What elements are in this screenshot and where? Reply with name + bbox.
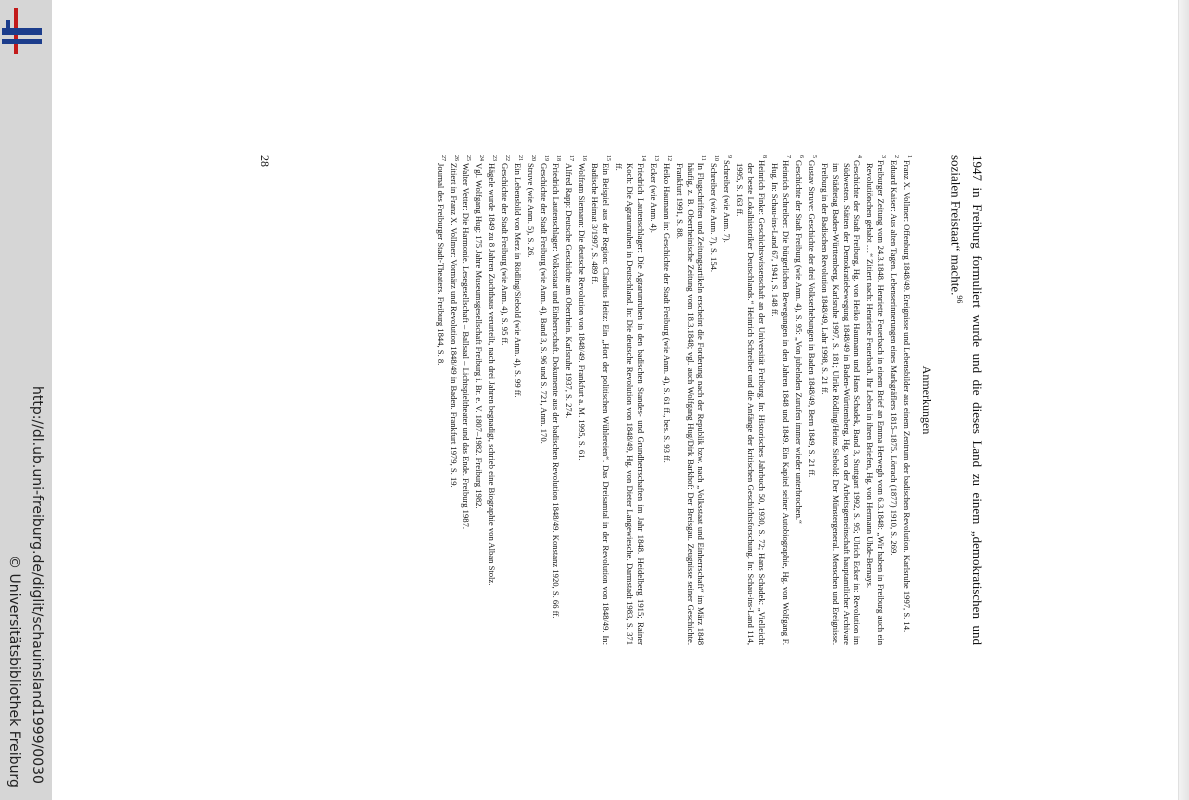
footnote-number: 27 xyxy=(439,155,446,161)
footnote-number: 24 xyxy=(478,155,485,161)
footnote xyxy=(512,155,525,645)
footnote-text: Friedrich Lautenschlager: Die Agrarunruhen in den badischen Standes- und Grundherrschaften im Jahr 1848. Heidelberg 1915; Rainer Koch: Die Agrarunruhen in Deutschland. In: Die deutsche Revolution von 1848/49, Hg. von Dieter Langewiesche. Darmstadt 1983, S. 371 ff. xyxy=(613,163,646,645)
footnote xyxy=(864,155,888,645)
footnote xyxy=(551,155,564,645)
footnote-text: Geschichte der Stadt Freiburg (wie Anm. 4), Band 3, S. 96 und S. 721, Anm. 170. xyxy=(538,163,549,444)
footnote-text: Friedrich Lautenschlager: Volksstaat und Einherrschaft. Dokumente aus der badischen Revolution 1848/49. Konstanz 1920, S. 66 ff. xyxy=(551,163,562,619)
footnote-text: In Flugschriften und Zeitungsartikeln erscheint die Forderung nach der Republik bzw. nach „Volksstaat und Einherrschaft“ im März 1848 häufig, z. B. Oberrheinische Zeitung vom 18.3.1848; vgl. auch Wolfgang Hug/Dirk Barkhof: Der Breisgau. Zeugnisse seiner Geschichte. Frankfurt 1991, S. 88. xyxy=(674,162,707,645)
footnote-number: 13 xyxy=(652,155,659,161)
footnote-text: Heinrich Finke: Geschichtswissenschaft an der Universität Freiburg. In: Historisches Jahrbuch 50, 1930, S. 72; Hans Schadek: „Vielleicht der beste Lokalhistoriker Deutschlands.“ Heinrich Schreiber und die Anfänge der kritischen Geschichtsforschung. In: Schau-ins-Land 114, 1995, S. 163 ff. xyxy=(735,160,768,645)
footnote-text: Ein Lebensbild von Merz in Rödling/Siebold (wie Anm. 4), S. 99 ff. xyxy=(512,163,523,398)
footnote xyxy=(708,155,721,645)
footnote xyxy=(435,155,448,645)
footnote-number: 4 xyxy=(856,155,863,158)
footnote xyxy=(613,155,648,645)
footnote-number: 14 xyxy=(639,155,646,161)
footnote xyxy=(563,155,576,645)
footnote-text: Vgl. Wolfgang Hug: 175 Jahre Museumsgesellschaft Freiburg i. Br. e. V. 1807–1982. Freiburg 1982. xyxy=(474,163,485,509)
footnote-number: 1 xyxy=(906,155,912,158)
footnote xyxy=(499,155,512,645)
footnote xyxy=(793,155,806,645)
page-number: 28 xyxy=(258,155,272,167)
footnote-number: 9 xyxy=(726,155,733,158)
footnote-number: 25 xyxy=(465,155,472,161)
footnote-number: 20 xyxy=(529,155,536,161)
footnote-text: Schreiber (wie Anm. 7), S. 154. xyxy=(709,163,720,273)
footnote-number: 8 xyxy=(760,155,767,158)
footnote xyxy=(538,155,551,645)
body-footnote-ref: 96 xyxy=(955,295,964,304)
footnote xyxy=(674,155,709,645)
footnote-text: Geschichte der Stadt Freiburg, Hg. von Heiko Haumann und Hans Schadek, Band 3, Stuttgart 1992, S. 95; Ulrich Ecker in: Revolution im Südwesten. Stätten der Demokratiebewegung 1848/49 in Baden-Württemberg, Hg. von der Arbeitsgemeinschaft hauptamtlicher Archivare im Städtetag Baden-Württemberg, Karlsruhe 1997, S. 181; Ulrike Rödling/Heinz Siebold: Der Münstergeneral. Menschen und Ereignisse. Freiburg in der Badischen Revolution 1848/49, Lahr 1998, S. 21 ff. xyxy=(819,160,863,645)
footnote xyxy=(734,155,769,645)
footnotes-list xyxy=(435,155,914,645)
footnote xyxy=(819,155,865,645)
footnote-text: Heiko Haumann in: Geschichte der Stadt Freiburg (wie Anm. 4), S. 61 ff., bes. S. 93 ff. xyxy=(661,163,672,463)
footnote-text: Geschichte der Stadt Freiburg (wie Anm. 4), S. 95 ff. xyxy=(500,163,511,346)
footnote xyxy=(661,155,674,645)
notes-heading: Anmerkungen xyxy=(920,365,934,435)
footnote-number: 15 xyxy=(604,155,611,161)
footnote xyxy=(525,155,538,645)
footnote-number: 17 xyxy=(568,155,575,161)
footnote-number: 7 xyxy=(784,155,791,158)
footnote-text: Walter Vetter: Die Harmonie. Lesegesellschaft – Ballsaal – Lichtspieltheater und das Ende. Freiburg 1987. xyxy=(461,163,472,530)
document-page xyxy=(242,155,992,645)
footnote xyxy=(806,155,819,645)
footnote-text: Eduard Kaiser: Aus alten Tagen. Lebenserinnerungen eines Markgräflers 1815–1875. Lörrach (1877) 1910, S. 269. xyxy=(889,160,900,556)
footnote-number: 19 xyxy=(542,155,549,161)
footnote-text: Geschichte der Stadt Freiburg (wie Anm. 4), S. 95: „Von jubelnden Zurufen immer wieder unterbrochen.“ xyxy=(793,160,804,524)
footnote-text: Franz X. Vollmer: Offenburg 1848/49. Ereignisse und Lebensbilder aus einem Zentrum der badischen Revolution. Karlsruhe 1997, S. 14. xyxy=(902,160,913,633)
footnote-number: 23 xyxy=(491,155,498,161)
footnote xyxy=(648,155,661,645)
footnote-number: 21 xyxy=(516,155,523,161)
footnote-number: 16 xyxy=(581,155,588,161)
footnote xyxy=(461,155,474,645)
footnote-text: Hägele wurde 1849 zu 8 Jahren Zuchthaus verurteilt, nach drei Jahren begnadigt, schrieb eine Biographie von Alban Stolz. xyxy=(487,163,498,586)
footnote-number: 3 xyxy=(880,155,887,158)
footnote-number: 2 xyxy=(893,155,900,158)
footnote-text: Schreiber (wie Anm. 7). xyxy=(722,160,733,243)
watermark xyxy=(0,0,52,800)
footnote-text: Struve (wie Anm. 5), S. 26. xyxy=(525,163,536,258)
footnote xyxy=(589,155,613,645)
footnote-text: Wolfram Siemann: Die deutsche Revolution von 1848/49. Frankfurt a. M. 1995, S. 61. xyxy=(577,163,588,461)
footnote-text: Zitiert in Franz X. Vollmer: Vormärz und Revolution 1848/49 in Baden. Frankfurt 1979, S. 19. xyxy=(448,163,459,488)
watermark-copyright: © Universitätsbibliothek Freiburg xyxy=(6,555,22,788)
footnote xyxy=(576,155,589,645)
footnote-number: 5 xyxy=(810,155,817,158)
footnote-text: Ein Beispiel aus der Region: Claudius Heitz: Ein „Hort der politischen Wühlereien“. Das Dreisamtal in der Revolution von 1848/49. In: Badische Heimat 3/1997, S. 489 ff. xyxy=(590,163,612,645)
body-paragraph: 1947 in Freiburg formuliert wurde und die dieses Land zu einem „demokratischen und sozialen Freistaat“ machte. xyxy=(948,155,985,645)
footnote-text: Alfred Rapp: Deutsche Geschichte am Oberrhein. Karlsruhe 1937, S. 274. xyxy=(564,163,575,419)
footnote-number: 6 xyxy=(797,155,804,158)
footnote-text: Ecker (wie Anm. 4). xyxy=(648,163,659,233)
footnote-number: 18 xyxy=(555,155,562,161)
footnote-number: 22 xyxy=(503,155,510,161)
watermark-url: http://dl.ub.uni-freiburg.de/diglit/schauinsland1999/0030 xyxy=(29,386,45,784)
footnote xyxy=(473,155,486,645)
footnote xyxy=(901,155,914,645)
footnote-number: 11 xyxy=(700,155,707,161)
footnote-text: Heinrich Schreiber: Die bürgerlichen Bewegungen in den Jahren 1848 und 1849. Ein Kapitel seiner Autobiographie, Hg. von Wolfgang F. Hug. In: Schau-ins-Land 67, 1941, S. 148 ff. xyxy=(769,160,791,645)
footnote-number: 12 xyxy=(665,155,672,161)
footnote xyxy=(888,155,901,645)
footnote xyxy=(448,155,461,645)
footnote-number: 26 xyxy=(452,155,459,161)
footnote-text: Freiburger Zeitung vom 24.3.1848. Henriette Feuerbach in einem Brief an Emma Herwegh vom 6.3.1848: „Wir haben in Freiburg auch ein Revolutiönchen gehabt …“ Zitiert nach: Henriette Feuerbach. Ihr Leben in ihren Briefen, Hg. von Hermann Uhde-Bernays. xyxy=(865,160,887,645)
footnote-number: 10 xyxy=(713,155,720,161)
body-text xyxy=(947,155,986,645)
page-edge xyxy=(1178,0,1189,800)
footnote-text: Gustav Struve: Geschichte der drei Volkserhebungen in Baden 1848/49, Bern 1849, S. 21 ff. xyxy=(806,160,817,478)
footnote xyxy=(486,155,499,645)
footnote-text: Journal des Freiburger Stadt-Theaters. Freiburg 1844, S. 8. xyxy=(435,163,446,366)
footnote xyxy=(769,155,793,645)
footnote xyxy=(721,155,734,645)
